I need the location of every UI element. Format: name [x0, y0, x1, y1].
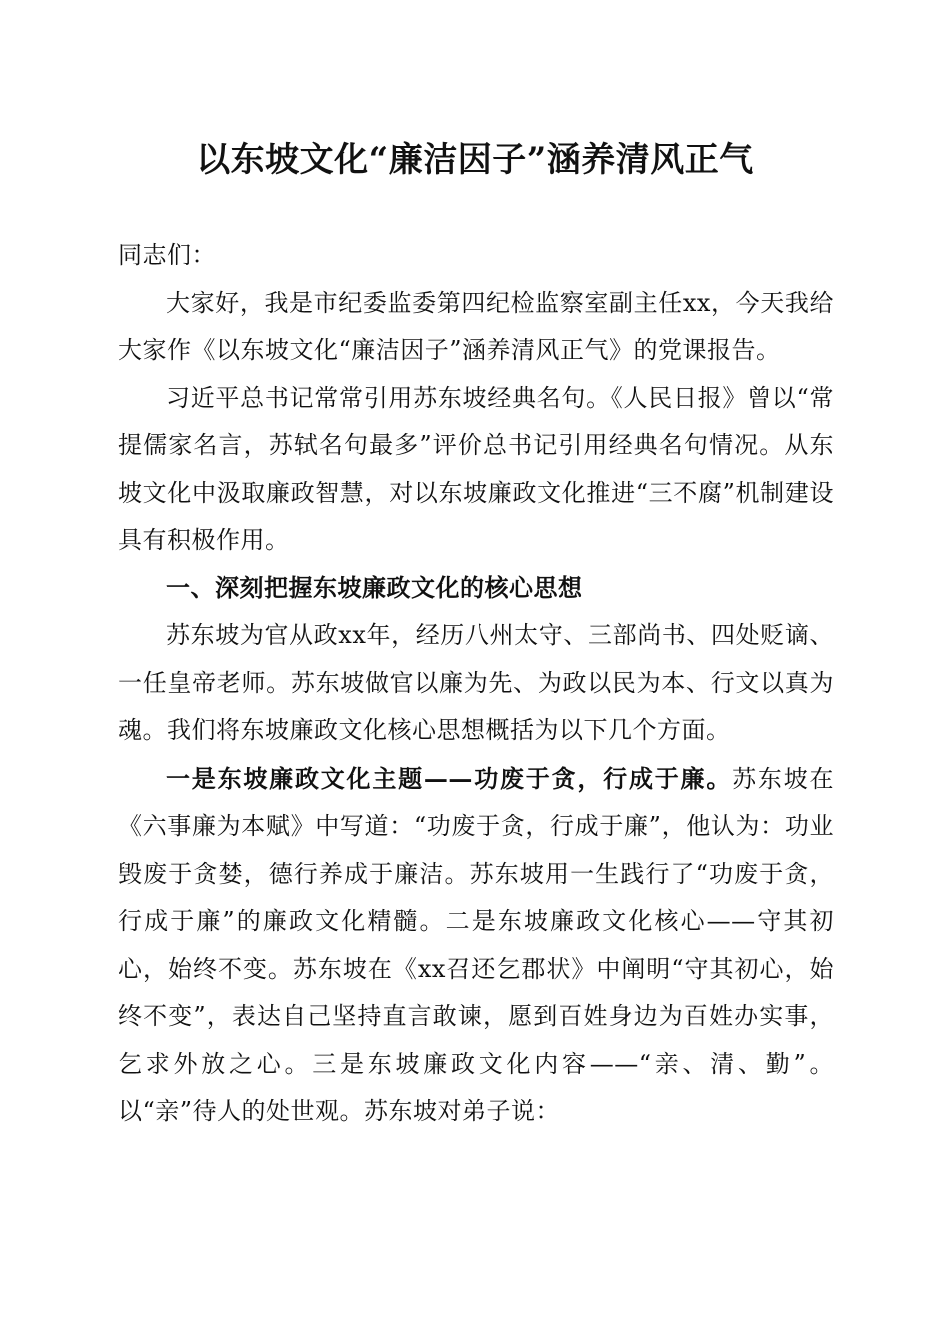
- point-lead-in: 一是东坡廉政文化主题——功废于贪，行成于廉。: [166, 763, 733, 793]
- point-body: 苏东坡在《六事廉为本赋》中写道：“功废于贪，行成于廉”，他认为：功业毁废于贪婪，德行养成于廉洁。苏东坡用一生践行了“功废于贪，行成于廉”的廉政文化精髓。二是东坡廉政文化核心——守其初心，始终不变。苏东坡在《xx召还乞郡状》中阐明“守其初心，始终不变”，表达自己坚持直言敢谏，愿到百姓身边为百姓办实事，乞求外放之心。三是东坡廉政文化内容——“亲、清、勤”。以“亲”待人的处世观。苏东坡对弟子说：: [118, 764, 834, 1125]
- body-paragraph: 大家好，我是市纪委监委第四纪检监察室副主任xx，今天我给大家作《以东坡文化“廉洁因子”涵养清风正气》的党课报告。: [118, 288, 834, 364]
- document-title: 以东坡文化“廉洁因子”涵养清风正气: [196, 140, 754, 180]
- body-paragraph: 苏东坡为官从政xx年，经历八州太守、三部尚书、四处贬谪、一任皇帝老师。苏东坡做官以廉为先、为政以民为本、行文以真为魂。我们将东坡廉政文化核心思想概括为以下几个方面。: [118, 621, 834, 744]
- section-heading: 一、深刻把握东坡廉政文化的核心思想: [166, 573, 583, 602]
- point-paragraph: [118, 755, 834, 1136]
- salutation: 同志们：: [118, 241, 216, 269]
- body-paragraph: 习近平总书记常常引用苏东坡经典名句。《人民日报》曾以“常提儒家名言，苏轼名句最多”评价总书记引用经典名句情况。从东坡文化中汲取廉政智慧，对以东坡廉政文化推进“三不腐”机制建设具有积极作用。: [118, 383, 834, 554]
- document-body: [118, 232, 834, 1136]
